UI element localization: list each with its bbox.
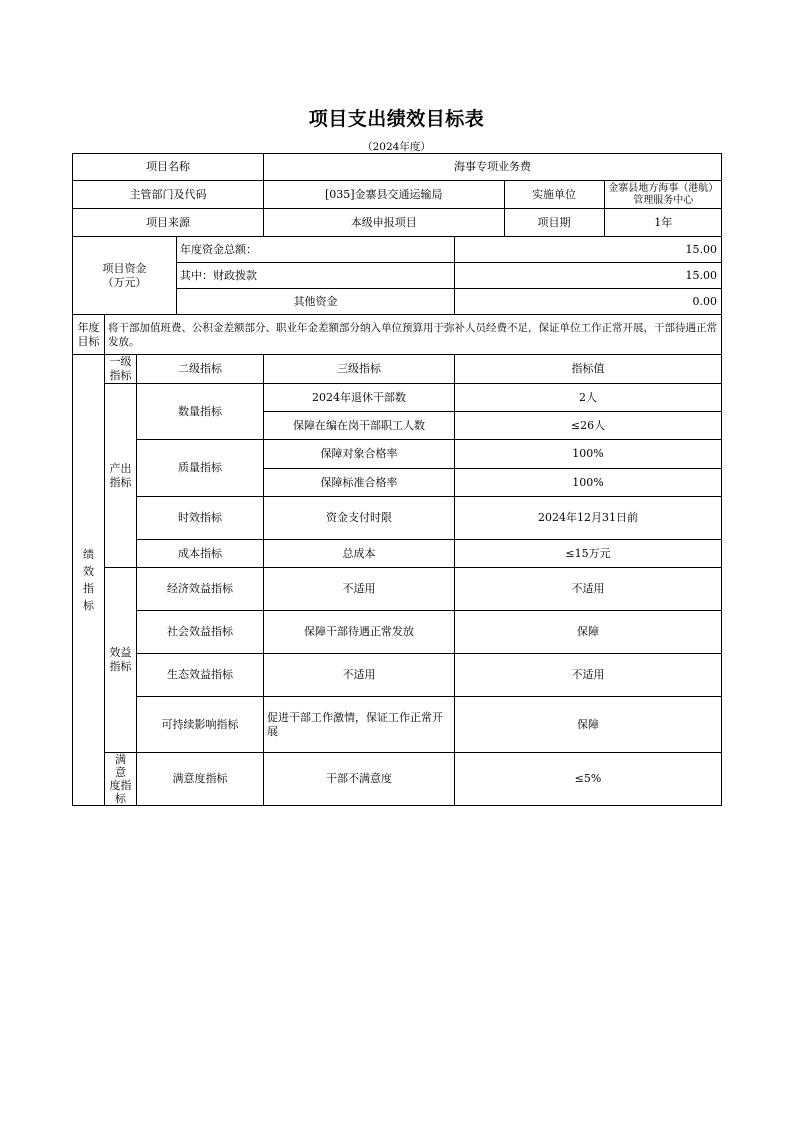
header-level3: 三级指标 — [264, 355, 455, 384]
funds-total-label: 年度资金总额： — [177, 237, 455, 263]
performance-target-table — [72, 153, 722, 806]
quantity-indicator: 数量指标 — [137, 384, 264, 440]
indicator-value: 不适用 — [455, 654, 722, 697]
header-value: 指标值 — [455, 355, 722, 384]
indicator-l3: 保障在编在岗干部职工人数 — [264, 412, 455, 440]
indicator-value: 2人 — [455, 384, 722, 412]
social-indicator: 社会效益指标 — [137, 611, 264, 654]
indicator-value: 2024年12月31日前 — [455, 497, 722, 540]
header-level2: 二级指标 — [137, 355, 264, 384]
indicator-value: ≤5% — [455, 753, 722, 806]
ecological-indicator: 生态效益指标 — [137, 654, 264, 697]
target-label: 年度 目标 — [73, 315, 105, 355]
source-value: 本级申报项目 — [264, 209, 504, 236]
indicator-l3: 保障对象合格率 — [264, 440, 455, 469]
economic-indicator: 经济效益指标 — [137, 568, 264, 611]
project-name-value: 海事专项业务费 — [264, 154, 722, 181]
funds-total-value: 15.00 — [455, 237, 722, 263]
funds-fiscal-value: 15.00 — [455, 263, 722, 289]
perf-indicator-label: 绩 效 指 标 — [73, 355, 105, 806]
page-title: 项目支出绩效目标表 — [308, 108, 485, 130]
project-name-label: 项目名称 — [73, 154, 264, 181]
target-text: 将干部加值班费、公积金差额部分、职业年金差额部分纳入单位预算用于弥补人员经费不足，保证单位工作正常开展，干部待遇正常发放。 — [105, 315, 722, 355]
output-indicator-label: 产出 指标 — [105, 384, 137, 568]
indicator-value: ≤15万元 — [455, 540, 722, 568]
unit-label: 实施单位 — [504, 181, 604, 208]
indicator-l3: 促进干部工作激情，保证工作正常开展 — [264, 697, 455, 753]
funds-other-label: 其他资金 — [177, 289, 455, 315]
indicator-l3: 保障标准合格率 — [264, 469, 455, 497]
indicator-l3: 干部不满意度 — [264, 753, 455, 806]
benefit-indicator-label: 效益 指标 — [105, 568, 137, 753]
indicator-value: 100% — [455, 440, 722, 469]
indicator-value: 100% — [455, 469, 722, 497]
indicator-value: 保障 — [455, 611, 722, 654]
funds-other-value: 0.00 — [455, 289, 722, 315]
indicator-value: 不适用 — [455, 568, 722, 611]
satisfaction-indicator-label: 满 意 度指 标 — [105, 753, 137, 806]
funds-label: 项目资金 （万元） — [73, 237, 177, 315]
indicator-l3: 保障干部待遇正常发放 — [264, 611, 455, 654]
satisfaction-indicator: 满意度指标 — [137, 753, 264, 806]
indicator-l3: 资金支付时限 — [264, 497, 455, 540]
source-label: 项目来源 — [73, 209, 264, 237]
dept-label: 主管部门及代码 — [73, 181, 264, 209]
header-level1: 一级 指标 — [105, 355, 137, 384]
fiscal-year: （2024年度） — [362, 141, 431, 153]
cost-indicator: 成本指标 — [137, 540, 264, 568]
period-value: 1年 — [654, 215, 673, 229]
quality-indicator: 质量指标 — [137, 440, 264, 497]
funds-fiscal-label: 其中：财政拨款 — [177, 263, 455, 289]
sustainable-indicator: 可持续影响指标 — [137, 697, 264, 753]
period-label: 项目期 — [504, 209, 604, 236]
indicator-l3: 2024年退休干部数 — [264, 384, 455, 412]
timeliness-indicator: 时效指标 — [137, 497, 264, 540]
indicator-l3: 不适用 — [264, 654, 455, 697]
indicator-value: 保障 — [455, 697, 722, 753]
unit-value: 金寨县地方海事（港航）管理服务中心 — [608, 182, 719, 206]
indicator-l3: 不适用 — [264, 568, 455, 611]
dept-value: [035]金寨县交通运输局 — [264, 181, 504, 208]
indicator-value: ≤26人 — [455, 412, 722, 440]
indicator-l3: 总成本 — [264, 540, 455, 568]
